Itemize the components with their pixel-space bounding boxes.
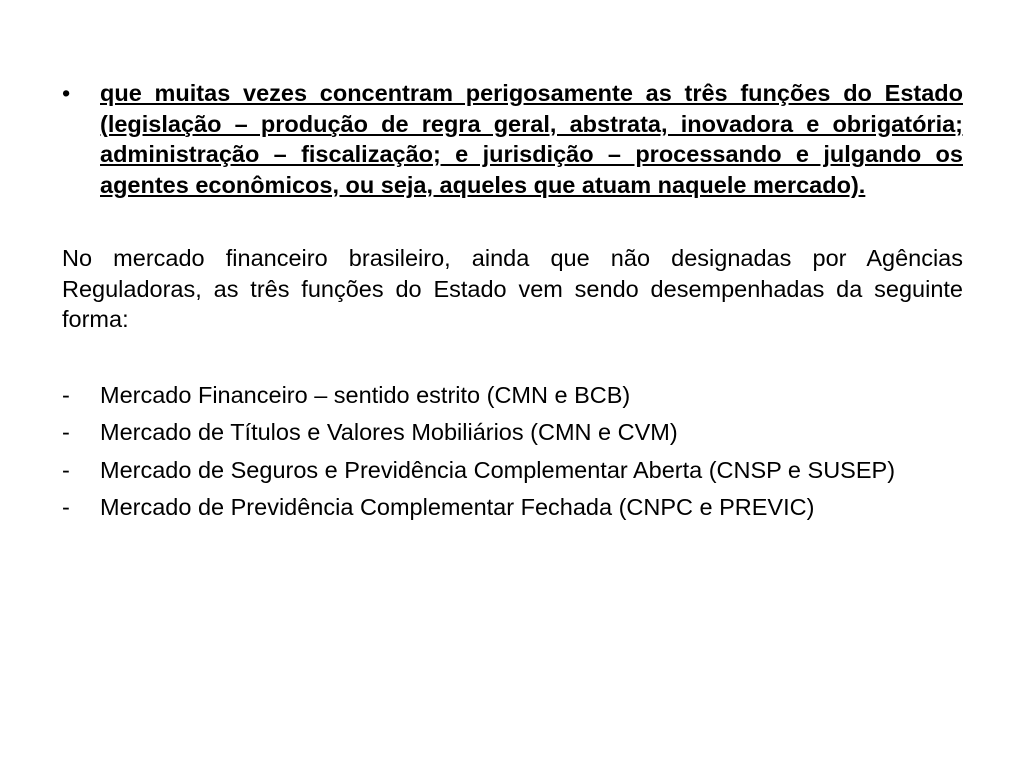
dash-marker: - [62, 456, 70, 483]
list-item [62, 380, 963, 411]
list-item [62, 455, 963, 486]
dash-marker: - [62, 419, 70, 445]
bullet-marker: • [62, 80, 71, 106]
list-item-text: Mercado de Seguros e Previdência Complementar Aberta (CNSP e SUSEP) [100, 456, 896, 483]
market-list [62, 380, 963, 523]
dash-marker: - [62, 494, 70, 520]
dash-marker: - [62, 381, 70, 408]
slide-content [62, 78, 963, 530]
bullet-item [62, 78, 963, 200]
list-item-text: Mercado de Previdência Complementar Fechada (CNPC e PREVIC) [100, 494, 815, 520]
list-item-text: Mercado Financeiro – sentido estrito (CMN e BCB) [100, 381, 631, 408]
body-paragraph: No mercado financeiro brasileiro, ainda que não designadas por Agências Reguladoras, as três funções do Estado vem sendo desempenhadas da seguinte forma: [62, 245, 963, 332]
list-item [62, 492, 963, 523]
list-item [62, 417, 963, 448]
list-item-text: Mercado de Títulos e Valores Mobiliários (CMN e CVM) [100, 419, 678, 445]
bullet-text: que muitas vezes concentram perigosamente as três funções do Estado (legislação – produção de regra geral, abstrata, inovadora e obrigatória; administração – fiscalização; e jurisdição – processando e julgando os agentes econômicos, ou seja, aqueles que atuam naquele mercado). [100, 80, 963, 198]
